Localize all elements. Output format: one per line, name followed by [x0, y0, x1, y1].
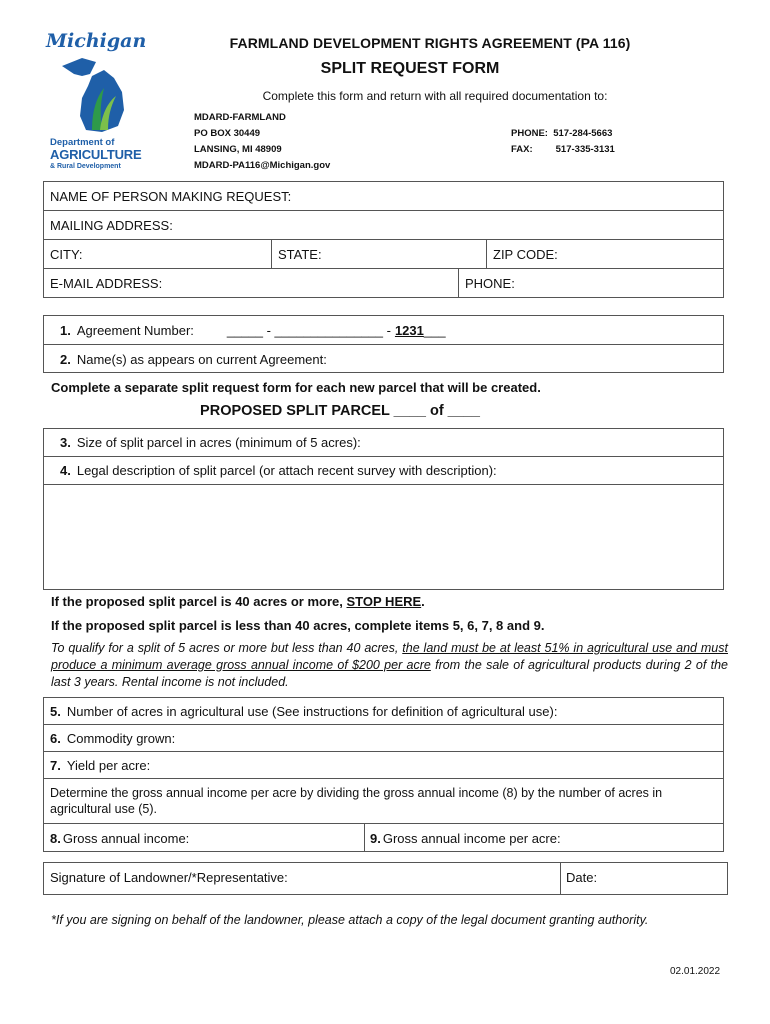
requester-info-box [43, 181, 724, 298]
requester-phone-field[interactable] [465, 276, 515, 291]
mdard-logo [46, 30, 147, 176]
michigan-map-icon [52, 52, 136, 136]
zip-code-label: ZIP CODE: [493, 246, 558, 262]
signature-field[interactable] [50, 870, 288, 885]
parcel-size-field[interactable] [44, 429, 723, 457]
item-5-number: 5. [50, 703, 61, 719]
gross-income-label: Gross annual income: [62, 830, 190, 846]
city-state-zip-row [44, 240, 723, 269]
logo-michigan-script: Michigan [46, 30, 147, 52]
separate-form-note: Complete a separate split request form for each new parcel that will be created. [51, 380, 541, 395]
item-4-number: 4. [60, 463, 71, 478]
income-per-acre-field[interactable] [370, 831, 561, 846]
fax-label: FAX: [511, 144, 533, 155]
logo-department-text: Department of [50, 137, 115, 148]
agreement-number-tail: ___ [423, 322, 446, 338]
email-phone-row [44, 269, 723, 298]
income-instructions [44, 779, 723, 824]
requester-phone-label: PHONE: [465, 276, 515, 291]
zip-code-field[interactable] [493, 247, 558, 262]
ag-acres-label: Number of acres in agricultural use (See instructions for definition of agricultural use): [66, 703, 558, 719]
state-field[interactable] [278, 247, 322, 262]
legal-description-area[interactable] [44, 485, 723, 589]
agreement-names-label: Name(s) as appears on current Agreement: [76, 352, 327, 367]
ag-acres-field[interactable] [44, 698, 723, 725]
date-label: Date: [566, 870, 598, 885]
agreement-box [43, 315, 724, 373]
address-city: LANSING, MI 48909 [194, 144, 282, 155]
proposed-split-heading: PROPOSED SPLIT PARCEL ____ of ____ [200, 403, 480, 419]
form-title: FARMLAND DEVELOPMENT RIGHTS AGREEMENT (PA 116) [229, 35, 631, 51]
signature-label: Signature of Landowner/*Representative: [50, 870, 288, 885]
stop-note-prefix: If the proposed split parcel is 40 acres or more, [51, 594, 343, 609]
email-label: E-MAIL ADDRESS: [50, 276, 163, 291]
qualify-part-2: the land must be at least 51% in agricultural use and must produce a minimum average gross annual income of $200 per acre [51, 641, 728, 672]
form-subtitle: SPLIT REQUEST FORM [320, 60, 500, 77]
city-field[interactable] [50, 247, 83, 262]
item-6-number: 6. [50, 730, 61, 746]
address-email: MDARD-PA116@Michigan.gov [194, 160, 331, 171]
less-than-40-note: If the proposed split parcel is less than 40 acres, complete items 5, 6, 7, 8 and 9. [51, 618, 545, 633]
item-1-number: 1. [60, 322, 71, 338]
fax-number: 517-335-3131 [555, 144, 615, 155]
agreement-number-field[interactable] [44, 316, 723, 345]
parcel-size-label: Size of split parcel in acres (minimum of 5 acres): [76, 435, 361, 450]
legal-description-label: Legal description of split parcel (or attach recent survey with description): [76, 463, 497, 478]
city-label: CITY: [50, 246, 83, 262]
mailing-address-block [194, 110, 330, 174]
requester-name-field[interactable] [44, 182, 723, 211]
address-po-box: PO BOX 30449 [194, 128, 261, 139]
qualify-part-1: To qualify for a split of 5 acres or more but less than 40 acres, [51, 641, 399, 655]
agreement-names-field[interactable] [44, 345, 723, 374]
signing-footnote: *If you are signing on behalf of the landowner, please attach a copy of the legal document granting authority. [51, 913, 649, 927]
stop-note-suffix: . [421, 594, 425, 609]
income-row [44, 824, 723, 852]
qualification-paragraph [51, 640, 728, 691]
email-field[interactable] [50, 276, 162, 291]
commodity-field[interactable] [44, 725, 723, 752]
logo-rural-text: & Rural Development [50, 163, 121, 170]
date-field[interactable] [566, 870, 597, 885]
return-instructions: Complete this form and return with all required documentation to: [262, 89, 608, 103]
agreement-number-blanks: _____ - _______________ - [226, 322, 391, 338]
item-2-number: 2. [60, 352, 71, 367]
yield-field[interactable] [44, 752, 723, 779]
agreement-number-value[interactable]: 1231 [394, 322, 424, 338]
form-revision-date: 02.01.2022 [670, 966, 721, 977]
item-9-number: 9. [370, 830, 381, 846]
item-7-number: 7. [50, 757, 61, 773]
mailing-address-label: MAILING ADDRESS: [50, 217, 173, 233]
yield-label: Yield per acre: [66, 757, 151, 773]
mailing-address-field[interactable] [44, 211, 723, 240]
parcel-box [43, 428, 724, 590]
state-label: STATE: [278, 246, 322, 262]
item-3-number: 3. [60, 435, 71, 450]
signature-box [43, 862, 728, 895]
commodity-label: Commodity grown: [66, 730, 176, 746]
qualify-part-3: from the sale of agricultural products during 2 of the last 3 years. Rental income is not included. [51, 658, 728, 689]
stop-here-note [51, 594, 425, 609]
income-instructions-text: Determine the gross annual income per acre by dividing the gross annual income (8) by the number of acres in agricultural use (5). [50, 786, 663, 816]
agreement-number-label: Agreement Number: [76, 322, 194, 338]
item-8-number: 8. [50, 830, 61, 846]
gross-income-field[interactable] [50, 831, 189, 846]
phone-label: PHONE: [511, 128, 548, 139]
address-org: MDARD-FARMLAND [194, 112, 286, 123]
contact-block [511, 126, 615, 158]
phone-number: 517-284-5663 [553, 128, 613, 139]
income-per-acre-label: Gross annual income per acre: [382, 830, 561, 846]
requester-name-label: NAME OF PERSON MAKING REQUEST: [50, 188, 292, 204]
stop-here-text: STOP HERE [346, 594, 422, 609]
agricultural-use-box [43, 697, 724, 852]
logo-agriculture-text: AGRICULTURE [50, 147, 142, 162]
legal-description-label-row [44, 457, 723, 485]
